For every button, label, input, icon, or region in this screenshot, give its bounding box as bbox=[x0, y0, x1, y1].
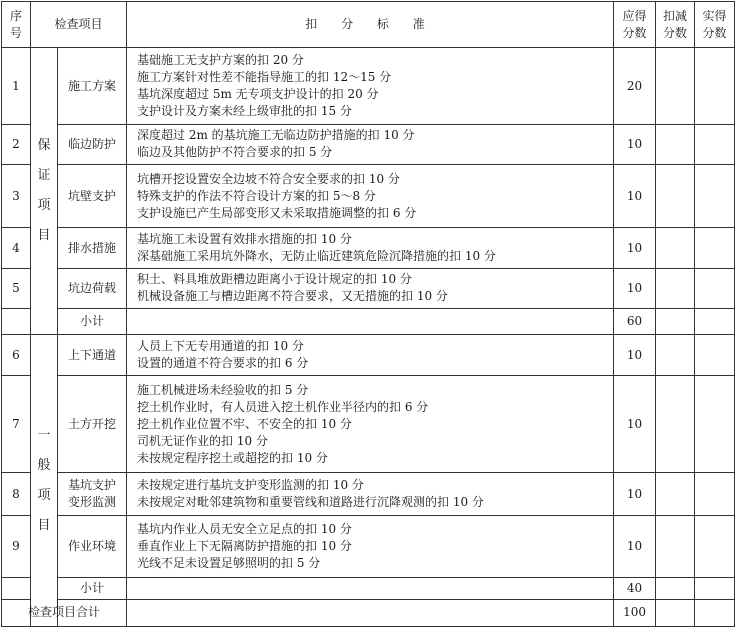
header-actual: 实得 分数 bbox=[695, 2, 735, 48]
header-deduct: 扣减 分数 bbox=[656, 2, 695, 48]
row-seq: 5 bbox=[2, 268, 31, 308]
row-score: 10 bbox=[614, 268, 656, 308]
table-row bbox=[2, 335, 735, 376]
group-general: 一 般 项 目 bbox=[31, 335, 58, 627]
subtotal-criteria-cell bbox=[127, 577, 614, 599]
row-deduct-cell bbox=[656, 48, 695, 124]
row-item: 施工方案 bbox=[58, 48, 127, 124]
row-score: 20 bbox=[614, 48, 656, 124]
row-deduct-cell bbox=[656, 165, 695, 228]
subtotal-score: 60 bbox=[614, 308, 656, 334]
subtotal-criteria-cell bbox=[127, 308, 614, 334]
row-deduct-cell bbox=[656, 516, 695, 577]
row-item: 土方开挖 bbox=[58, 376, 127, 473]
row-actual-cell bbox=[695, 48, 735, 124]
row-score: 10 bbox=[614, 165, 656, 228]
row-deduct-cell bbox=[656, 308, 695, 334]
row-item: 坑边荷载 bbox=[58, 268, 127, 308]
row-criteria: 基础施工无支护方案的扣 20 分 施工方案针对性差不能指导施工的扣 12～15 分 基坑深度超过 5m 无专项支护设计的扣 20 分 支护设计及方案未经上级审批的扣 15 分 bbox=[127, 48, 614, 124]
row-actual-cell bbox=[695, 599, 735, 626]
table-row bbox=[2, 516, 735, 577]
subtotal-seq-cell bbox=[2, 577, 31, 599]
row-criteria: 深度超过 2m 的基坑施工无临边防护措施的扣 10 分 临边及其他防护不符合要求的扣 5 分 bbox=[127, 124, 614, 164]
row-score: 10 bbox=[614, 335, 656, 376]
total-label: 检查项目合计 bbox=[2, 599, 127, 626]
row-seq: 7 bbox=[2, 376, 31, 473]
row-actual-cell bbox=[695, 376, 735, 473]
total-row bbox=[2, 599, 735, 626]
table-row bbox=[2, 376, 735, 473]
row-criteria: 施工机械进场未经验收的扣 5 分 挖土机作业时，有人员进入挖土机作业半径内的扣 6 分 挖土机作业位置不牢、不安全的扣 10 分 司机无证作业的扣 10 分 未按规定程序挖土或超挖的扣 10 分 bbox=[127, 376, 614, 473]
header-row bbox=[2, 2, 735, 48]
subtotal-row bbox=[2, 577, 735, 599]
subtotal-label: 小计 bbox=[58, 577, 127, 599]
row-criteria: 坑槽开挖设置安全边坡不符合安全要求的扣 10 分 特殊支护的作法不符合设计方案的扣 5～8 分 支护设施已产生局部变形又未采取措施调整的扣 6 分 bbox=[127, 165, 614, 228]
row-deduct-cell bbox=[656, 268, 695, 308]
table-row bbox=[2, 228, 735, 268]
row-criteria: 未按规定进行基坑支护变形监测的扣 10 分 未按规定对毗邻建筑物和重要管线和道路进行沉降观测的扣 10 分 bbox=[127, 472, 614, 515]
row-score: 10 bbox=[614, 516, 656, 577]
row-seq: 4 bbox=[2, 228, 31, 268]
row-score: 10 bbox=[614, 228, 656, 268]
total-score: 100 bbox=[614, 599, 656, 626]
row-seq: 8 bbox=[2, 472, 31, 515]
table-row bbox=[2, 472, 735, 515]
row-deduct-cell bbox=[656, 376, 695, 473]
row-item: 排水措施 bbox=[58, 228, 127, 268]
row-actual-cell bbox=[695, 472, 735, 515]
row-deduct-cell bbox=[656, 335, 695, 376]
table-row bbox=[2, 165, 735, 228]
row-deduct-cell bbox=[656, 472, 695, 515]
header-seq: 序 号 bbox=[2, 2, 31, 48]
row-item: 临边防护 bbox=[58, 124, 127, 164]
row-deduct-cell bbox=[656, 124, 695, 164]
row-seq: 1 bbox=[2, 48, 31, 124]
row-seq: 6 bbox=[2, 335, 31, 376]
row-criteria: 人员上下无专用通道的扣 10 分 设置的通道不符合要求的扣 6 分 bbox=[127, 335, 614, 376]
header-due: 应得 分数 bbox=[614, 2, 656, 48]
row-item: 基坑支护 变形监测 bbox=[58, 472, 127, 515]
row-deduct-cell bbox=[656, 228, 695, 268]
table-row bbox=[2, 48, 735, 124]
row-seq: 3 bbox=[2, 165, 31, 228]
row-item: 坑壁支护 bbox=[58, 165, 127, 228]
row-deduct-cell bbox=[656, 577, 695, 599]
header-item: 检查项目 bbox=[31, 2, 127, 48]
row-actual-cell bbox=[695, 165, 735, 228]
row-actual-cell bbox=[695, 516, 735, 577]
row-criteria: 基坑施工未设置有效排水措施的扣 10 分 深基础施工采用坑外降水，无防止临近建筑危险沉降措施的扣 10 分 bbox=[127, 228, 614, 268]
row-actual-cell bbox=[695, 335, 735, 376]
row-score: 10 bbox=[614, 472, 656, 515]
table-row bbox=[2, 124, 735, 164]
row-score: 10 bbox=[614, 124, 656, 164]
subtotal-label: 小计 bbox=[58, 308, 127, 334]
row-deduct-cell bbox=[656, 599, 695, 626]
row-actual-cell bbox=[695, 124, 735, 164]
row-seq: 2 bbox=[2, 124, 31, 164]
row-criteria: 积土、料具堆放距槽边距离小于设计规定的扣 10 分 机械设备施工与槽边距离不符合要求，又无措施的扣 10 分 bbox=[127, 268, 614, 308]
header-standard: 扣 分 标 准 bbox=[127, 2, 614, 48]
table-row bbox=[2, 268, 735, 308]
row-score: 10 bbox=[614, 376, 656, 473]
row-actual-cell bbox=[695, 308, 735, 334]
group-guarantee: 保 证 项 目 bbox=[31, 48, 58, 335]
row-actual-cell bbox=[695, 268, 735, 308]
inspection-table bbox=[1, 1, 735, 627]
subtotal-row bbox=[2, 308, 735, 334]
row-item: 上下通道 bbox=[58, 335, 127, 376]
total-criteria-cell bbox=[127, 599, 614, 626]
row-seq: 9 bbox=[2, 516, 31, 577]
row-item: 作业环境 bbox=[58, 516, 127, 577]
row-criteria: 基坑内作业人员无安全立足点的扣 10 分 垂直作业上下无隔离防护措施的扣 10 分 光线不足未设置足够照明的扣 5 分 bbox=[127, 516, 614, 577]
subtotal-seq-cell bbox=[2, 308, 31, 334]
row-actual-cell bbox=[695, 228, 735, 268]
subtotal-score: 40 bbox=[614, 577, 656, 599]
row-actual-cell bbox=[695, 577, 735, 599]
